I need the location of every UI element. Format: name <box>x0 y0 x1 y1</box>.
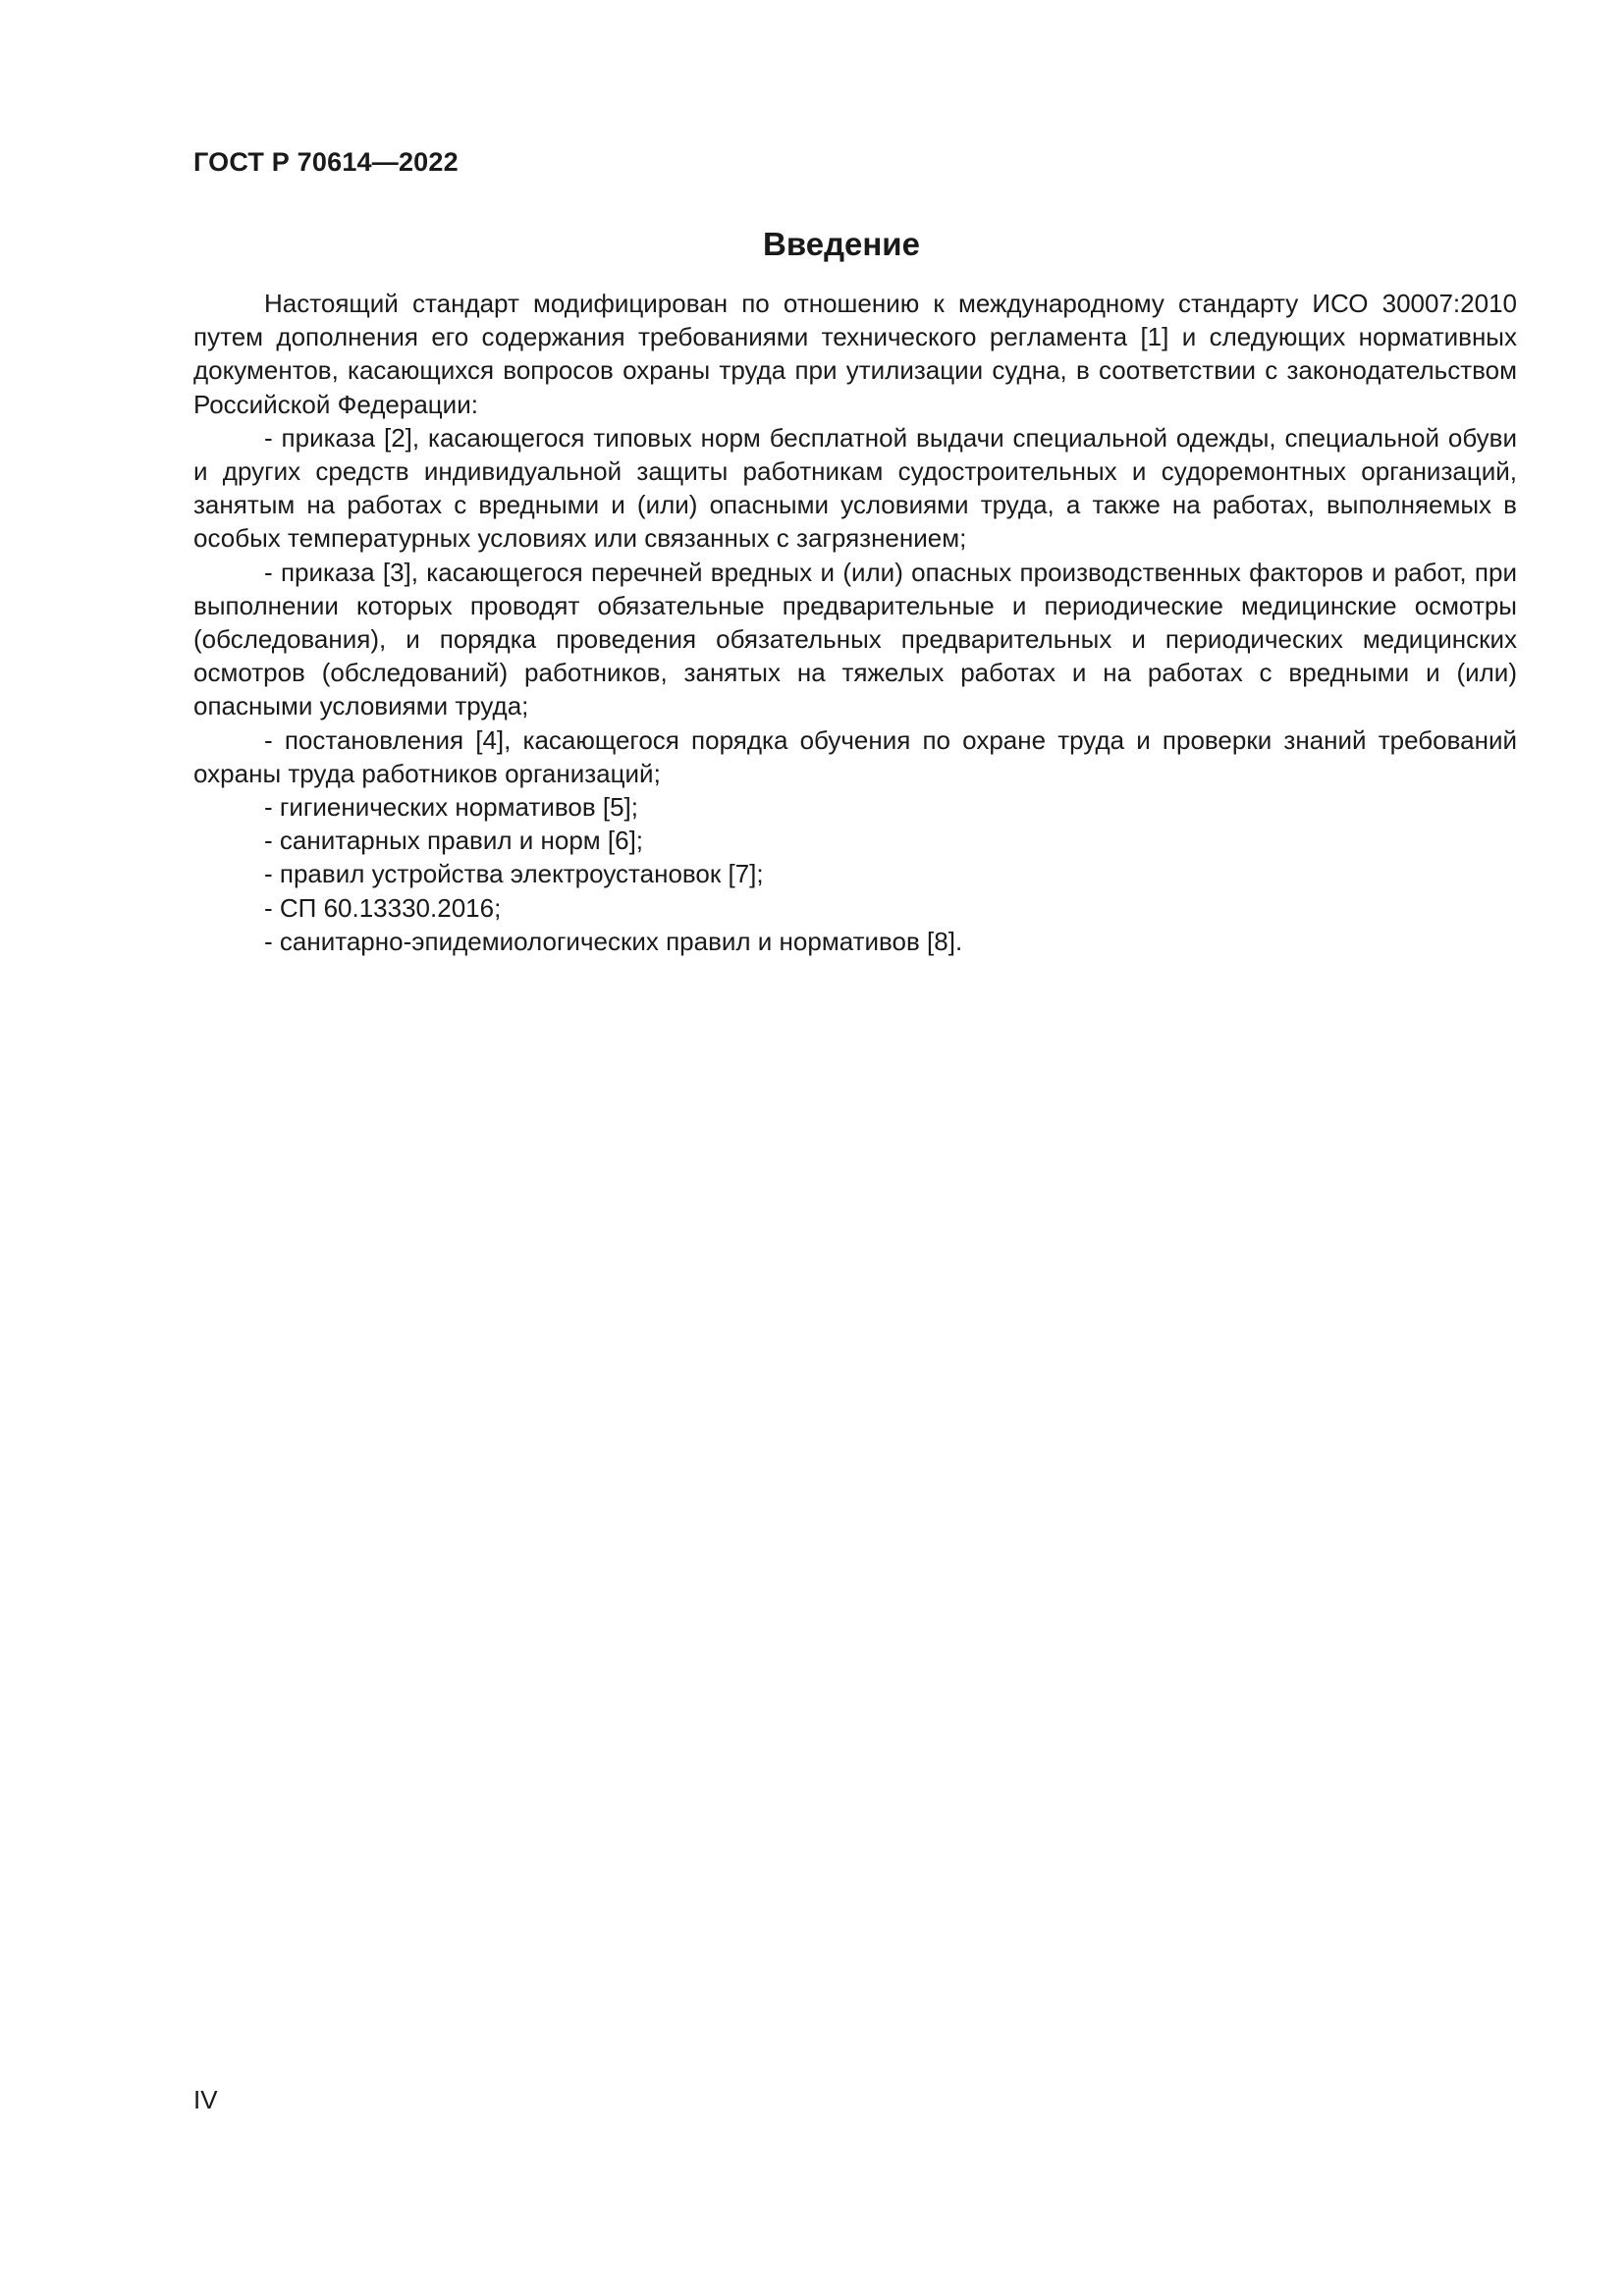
list-item-electrical-rules-7: - правил устройства электроустановок [7]; <box>264 859 764 889</box>
list-item-sanitary-rules-6: - санитарных правил и норм [6]; <box>264 826 644 856</box>
list-item-order-2: - приказа [2], касающегося типовых норм бесплатной выдачи специальной одежды, специальной обуви и других средств индивидуальной защиты работникам судостроительных и судоремонтных организаций, занятым на работах с вредными и (или) опасными условиями труда, а также на работах, выполняемых в особых температурных условиях или связанных с загрязнением; <box>193 422 1517 554</box>
list-item-order-3: - приказа [3], касающегося перечней вредных и (или) опасных производственных факторов и работ, при выполнении которых проводят обязательные предварительные и периодические медицинские осмотры (обследования), и порядка проведения обязательных предварительных и периодических медицинских осмотров (обследований) работников, занятых на тяжелых работах и на работах с вредными и (или) опасными условиями труда; <box>193 557 1517 721</box>
document-header-standard-id: ГОСТ Р 70614—2022 <box>193 147 459 177</box>
introduction-body <box>193 287 1517 958</box>
list-item-sanitary-epidemiological-8: - санитарно-эпидемиологических правил и нормативов [8]. <box>264 926 963 956</box>
intro-paragraph: Настоящий стандарт модифицирован по отношению к международному стандарту ИСО 30007:2010 путем дополнения его содержания требованиями технического регламента [1] и следующих нормативных документов, касающихся вопросов охраны труда при утилизации судна, в соответствии с законодательством Российской Федерации: <box>193 289 1517 419</box>
list-item-hygienic-norms-5: - гигиенических нормативов [5]; <box>264 792 638 823</box>
list-item-resolution-4: - постановления [4], касающегося порядка обучения по охране труда и проверки знаний требований охраны труда работников организаций; <box>193 724 1517 788</box>
page-number: IV <box>193 2085 218 2114</box>
section-title: Введение <box>763 226 920 262</box>
list-item-sp-60: - СП 60.13330.2016; <box>264 892 502 923</box>
